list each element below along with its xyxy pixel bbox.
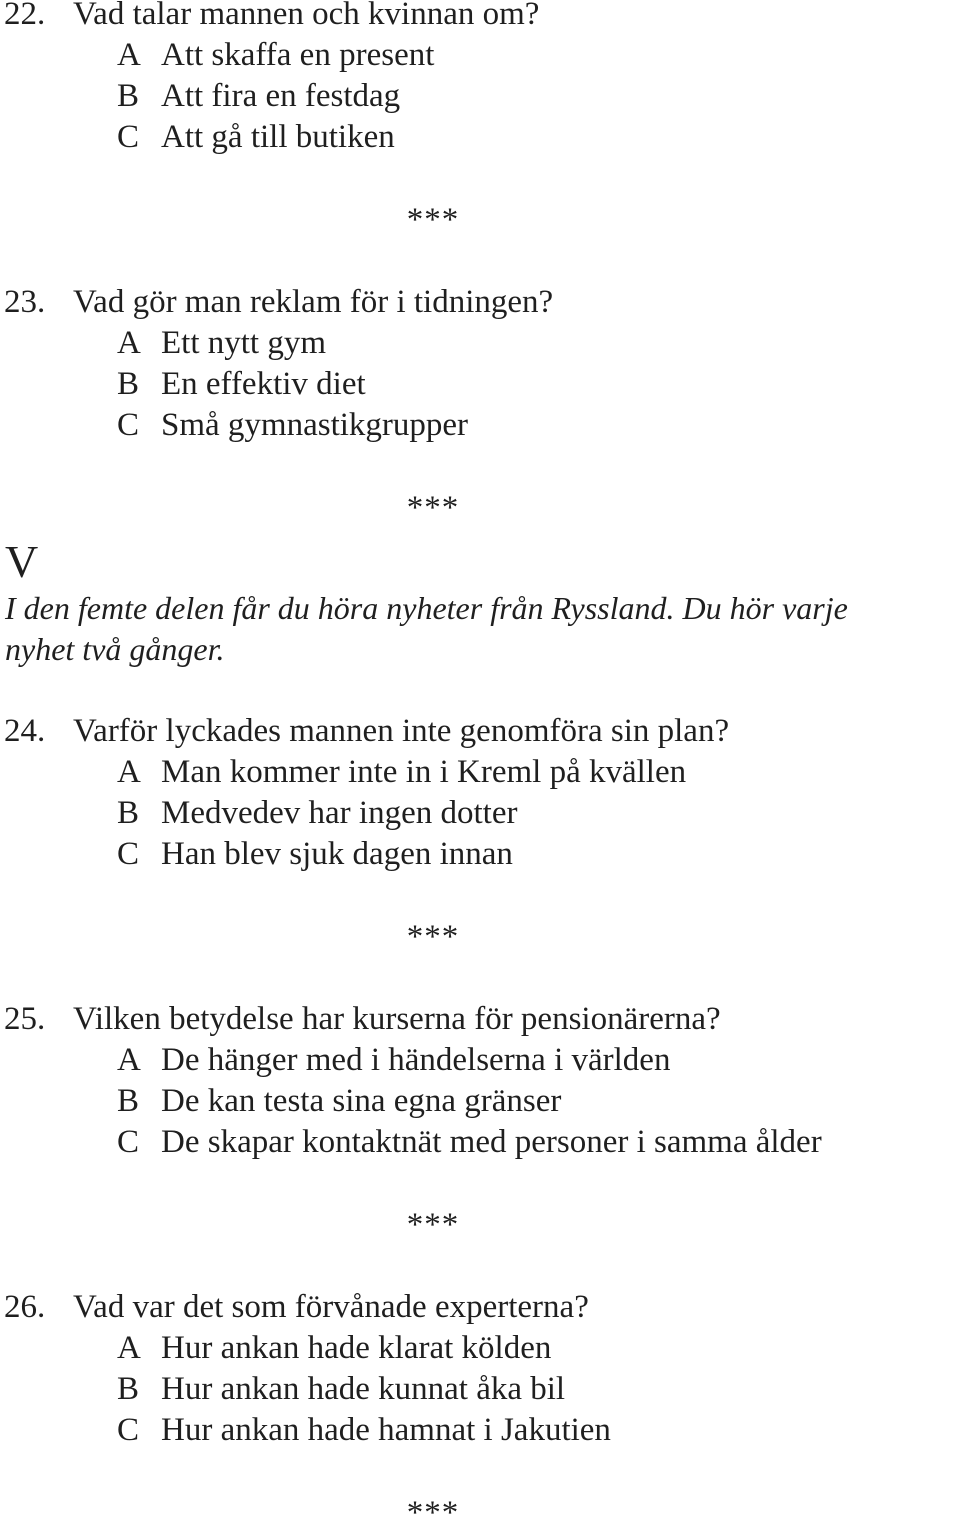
option-text: Att skaffa en present xyxy=(161,37,435,73)
option-letter: B xyxy=(117,1371,140,1407)
separator: *** xyxy=(406,919,460,955)
question-text: Vad var det som förvånade experterna? xyxy=(73,1289,589,1325)
question-text: Varför lyckades mannen inte genomföra sin plan? xyxy=(73,713,730,749)
section-intro-line-1: I den femte delen får du höra nyheter från Ryssland. Du hör varje xyxy=(5,590,848,626)
option-text: Att fira en festdag xyxy=(161,78,401,114)
section-letter: V xyxy=(5,536,39,587)
option-text: De hänger med i händelserna i världen xyxy=(161,1042,671,1078)
separator: *** xyxy=(406,202,460,238)
option-letter: A xyxy=(117,37,141,73)
option-text: Hur ankan hade klarat kölden xyxy=(161,1330,552,1366)
question-number: 26. xyxy=(4,1289,46,1325)
option-text: Man kommer inte in i Kreml på kvällen xyxy=(161,754,687,790)
section-intro-line-2: nyhet två gånger. xyxy=(5,631,225,667)
option-text: Små gymnastikgrupper xyxy=(161,407,469,443)
option-letter: C xyxy=(117,407,140,443)
option-letter: A xyxy=(117,1330,141,1366)
option-text: Han blev sjuk dagen innan xyxy=(161,836,513,872)
option-text: Ett nytt gym xyxy=(161,325,326,361)
option-text: En effektiv diet xyxy=(161,366,366,402)
option-letter: A xyxy=(117,1042,141,1078)
option-letter: B xyxy=(117,1083,140,1119)
question-text: Vilken betydelse har kurserna för pensionärerna? xyxy=(73,1001,721,1037)
question-number: 24. xyxy=(4,713,46,749)
question-number: 22. xyxy=(4,0,46,32)
separator: *** xyxy=(406,1495,460,1531)
option-text: Hur ankan hade kunnat åka bil xyxy=(161,1371,566,1407)
option-letter: C xyxy=(117,1124,140,1160)
question-text: Vad talar mannen och kvinnan om? xyxy=(73,0,540,32)
option-letter: A xyxy=(117,325,141,361)
option-text: Medvedev har ingen dotter xyxy=(161,795,518,831)
option-letter: A xyxy=(117,754,141,790)
question-text: Vad gör man reklam för i tidningen? xyxy=(73,284,554,320)
option-letter: C xyxy=(117,1412,140,1448)
separator: *** xyxy=(406,490,460,526)
option-text: Hur ankan hade hamnat i Jakutien xyxy=(161,1412,611,1448)
separator: *** xyxy=(406,1207,460,1243)
option-letter: B xyxy=(117,795,140,831)
question-number: 23. xyxy=(4,284,46,320)
option-text: De kan testa sina egna gränser xyxy=(161,1083,562,1119)
option-letter: C xyxy=(117,119,140,155)
option-letter: B xyxy=(117,366,140,402)
question-number: 25. xyxy=(4,1001,46,1037)
option-letter: C xyxy=(117,836,140,872)
option-text: De skapar kontaktnät med personer i samma ålder xyxy=(161,1124,822,1160)
option-text: Att gå till butiken xyxy=(161,119,395,155)
option-letter: B xyxy=(117,78,140,114)
